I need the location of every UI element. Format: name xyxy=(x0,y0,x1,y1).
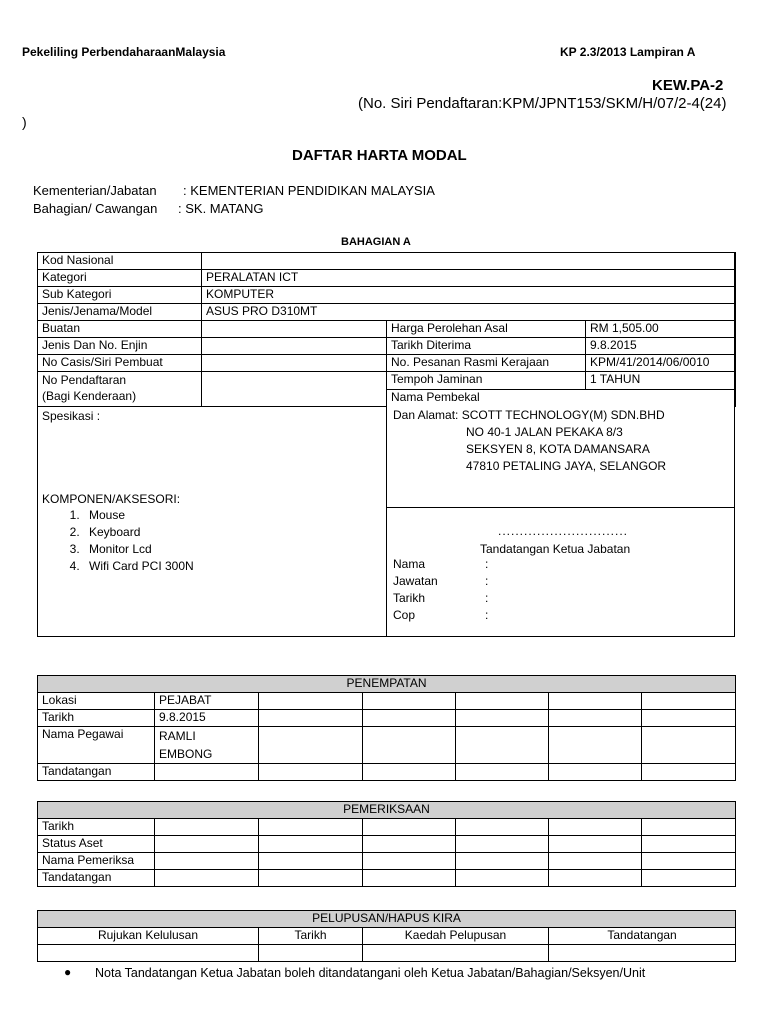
table-cell xyxy=(549,870,642,887)
table-cell xyxy=(259,693,363,710)
sig-cop-label: Cop xyxy=(393,608,416,622)
signature-label: Tandatangan Ketua Jabatan xyxy=(480,542,631,556)
table-cell xyxy=(642,870,736,887)
label-jenis: Jenis/Jenama/Model xyxy=(38,304,202,321)
table-cell xyxy=(363,764,456,781)
value-nama-pegawai-line1: RAMLI xyxy=(159,729,196,743)
value-nama-pegawai-line2: EMBONG xyxy=(159,747,213,761)
list-item: 4. Wifi Card PCI 300N xyxy=(83,558,194,575)
list-item: 2. Keyboard xyxy=(83,524,194,541)
spesikasi-label: Spesikasi : xyxy=(42,409,101,423)
value-kod-nasional xyxy=(202,253,736,270)
table-cell xyxy=(456,819,549,836)
value-casis xyxy=(202,355,387,372)
table-cell xyxy=(155,764,259,781)
col-kaedah-pelupusan: Kaedah Pelupusan xyxy=(363,928,549,945)
label-tandatangan-pemeriksaan: Tandatangan xyxy=(38,870,155,887)
table-cell xyxy=(259,870,363,887)
signature-line: .............................. xyxy=(498,524,629,538)
table-cell xyxy=(38,945,259,962)
list-item: 1. Mouse xyxy=(83,507,194,524)
label-sub-kategori: Sub Kategori xyxy=(38,287,202,304)
table-cell xyxy=(642,836,736,853)
value-nama-pegawai xyxy=(155,727,259,764)
table-cell xyxy=(155,853,259,870)
value-lokasi: PEJABAT xyxy=(155,693,259,710)
page-title: DAFTAR HARTA MODAL xyxy=(292,147,467,164)
table-cell xyxy=(363,819,456,836)
penempatan-heading: PENEMPATAN xyxy=(38,676,736,693)
label-pendaftaran-line2: (Bagi Kenderaan) xyxy=(42,389,137,403)
bullet-icon: ● xyxy=(64,965,72,979)
pelupusan-table xyxy=(37,910,736,962)
division-value: : SK. MATANG xyxy=(178,201,264,216)
table-cell xyxy=(549,710,642,727)
sig-tarikh-colon: : xyxy=(485,591,489,605)
table-cell xyxy=(259,727,363,764)
value-tarikh-penempatan: 9.8.2015 xyxy=(155,710,259,727)
circular-reference: Pekeliling PerbendaharaanMalaysia xyxy=(22,45,226,59)
value-kategori: PERALATAN ICT xyxy=(202,270,736,287)
table-cell xyxy=(456,870,549,887)
table-cell xyxy=(363,710,456,727)
table-cell xyxy=(456,853,549,870)
specs-cell xyxy=(37,405,387,637)
table-cell xyxy=(456,836,549,853)
value-pesanan: KPM/41/2014/06/0010 xyxy=(586,355,736,372)
table-cell xyxy=(549,819,642,836)
section-a-heading: BAHAGIAN A xyxy=(341,236,411,248)
label-buatan: Buatan xyxy=(38,321,202,338)
label-pesanan: No. Pesanan Rasmi Kerajaan xyxy=(387,355,586,372)
label-pendaftaran-line1: No Pendaftaran xyxy=(42,373,127,387)
table-cell xyxy=(549,764,642,781)
list-item: 3. Monitor Lcd xyxy=(83,541,194,558)
label-jaminan: Tempoh Jaminan xyxy=(387,372,586,390)
table-cell xyxy=(363,727,456,764)
table-cell xyxy=(363,693,456,710)
supplier-name: Dan Alamat: SCOTT TECHNOLOGY(M) SDN.BHD xyxy=(393,408,665,422)
value-buatan xyxy=(202,321,387,338)
table-cell xyxy=(549,727,642,764)
table-cell xyxy=(259,764,363,781)
value-pendaftaran xyxy=(202,372,387,407)
supplier-address-line3: 47810 PETALING JAYA, SELANGOR xyxy=(466,459,667,473)
value-jaminan: 1 TAHUN xyxy=(586,372,736,390)
table-cell xyxy=(155,836,259,853)
table-cell xyxy=(456,710,549,727)
table-cell xyxy=(259,836,363,853)
value-harga: RM 1,505.00 xyxy=(586,321,736,338)
table-cell xyxy=(642,764,736,781)
label-lokasi: Lokasi xyxy=(38,693,155,710)
table-cell xyxy=(259,945,363,962)
section-a-detail-table xyxy=(37,320,736,407)
col-tarikh: Tarikh xyxy=(259,928,363,945)
ministry-value: : KEMENTERIAN PENDIDIKAN MALAYSIA xyxy=(183,183,435,198)
sig-nama-colon: : xyxy=(485,557,489,571)
table-cell xyxy=(549,853,642,870)
table-cell xyxy=(155,819,259,836)
serial-number-end: ) xyxy=(22,114,27,130)
form-code: KEW.PA-2 xyxy=(652,77,724,94)
footnote: Nota Tandatangan Ketua Jabatan boleh ditandatangani oleh Ketua Jabatan/Bahagian/Seksyen/Unit xyxy=(95,966,646,980)
table-cell xyxy=(155,870,259,887)
label-pendaftaran xyxy=(38,372,202,407)
value-jenis: ASUS PRO D310MT xyxy=(202,304,736,321)
table-cell xyxy=(549,945,736,962)
section-a-top-table xyxy=(37,252,736,321)
value-tarikh-diterima: 9.8.2015 xyxy=(586,338,736,355)
sig-tarikh-label: Tarikh xyxy=(393,591,426,605)
supplier-address-line1: NO 40-1 JALAN PEKAKA 8/3 xyxy=(466,425,623,439)
table-cell xyxy=(456,693,549,710)
ministry-label: Kementerian/Jabatan xyxy=(33,183,157,198)
sig-nama-label: Nama xyxy=(393,557,426,571)
pemeriksaan-heading: PEMERIKSAAN xyxy=(38,802,736,819)
label-tandatangan-penempatan: Tandatangan xyxy=(38,764,155,781)
pelupusan-heading: PELUPUSAN/HAPUS KIRA xyxy=(38,911,736,928)
table-cell xyxy=(456,764,549,781)
table-cell xyxy=(549,836,642,853)
label-tarikh-diterima: Tarikh Diterima xyxy=(387,338,586,355)
komponen-label: KOMPONEN/AKSESORI: xyxy=(42,492,181,506)
table-cell xyxy=(549,693,642,710)
label-tarikh-penempatan: Tarikh xyxy=(38,710,155,727)
col-tandatangan: Tandatangan xyxy=(549,928,736,945)
pemeriksaan-table xyxy=(37,801,736,887)
label-harga: Harga Perolehan Asal xyxy=(387,321,586,338)
value-enjin xyxy=(202,338,387,355)
penempatan-table xyxy=(37,675,736,781)
table-cell xyxy=(456,727,549,764)
division-label: Bahagian/ Cawangan xyxy=(33,201,158,216)
sig-jawatan-colon: : xyxy=(485,574,489,588)
sig-cop-colon: : xyxy=(485,608,489,622)
sig-jawatan-label: Jawatan xyxy=(393,574,438,588)
document-reference: KP 2.3/2013 Lampiran A xyxy=(560,45,696,59)
serial-number: (No. Siri Pendaftaran:KPM/JPNT153/SKM/H/07/2-4(24) xyxy=(358,95,727,112)
supplier-address-line2: SEKSYEN 8, KOTA DAMANSARA xyxy=(466,442,650,456)
komponen-list xyxy=(37,507,194,575)
table-cell xyxy=(363,870,456,887)
table-cell xyxy=(363,945,549,962)
label-kod-nasional: Kod Nasional xyxy=(38,253,202,270)
table-cell xyxy=(259,819,363,836)
table-cell xyxy=(259,853,363,870)
col-rujukan-kelulusan: Rujukan Kelulusan xyxy=(38,928,259,945)
label-tarikh-pemeriksaan: Tarikh xyxy=(38,819,155,836)
label-kategori: Kategori xyxy=(38,270,202,287)
signature-divider xyxy=(387,507,735,508)
label-nama-pegawai: Nama Pegawai xyxy=(38,727,155,764)
label-pembekal: Nama Pembekal xyxy=(387,389,736,407)
table-cell xyxy=(642,710,736,727)
table-cell xyxy=(642,727,736,764)
label-casis: No Casis/Siri Pembuat xyxy=(38,355,202,372)
table-cell xyxy=(642,693,736,710)
label-status-aset: Status Aset xyxy=(38,836,155,853)
table-cell xyxy=(642,853,736,870)
table-cell xyxy=(363,853,456,870)
label-nama-pemeriksa: Nama Pemeriksa xyxy=(38,853,155,870)
table-cell xyxy=(363,836,456,853)
label-enjin: Jenis Dan No. Enjin xyxy=(38,338,202,355)
table-cell xyxy=(642,819,736,836)
value-sub-kategori: KOMPUTER xyxy=(202,287,736,304)
table-cell xyxy=(259,710,363,727)
